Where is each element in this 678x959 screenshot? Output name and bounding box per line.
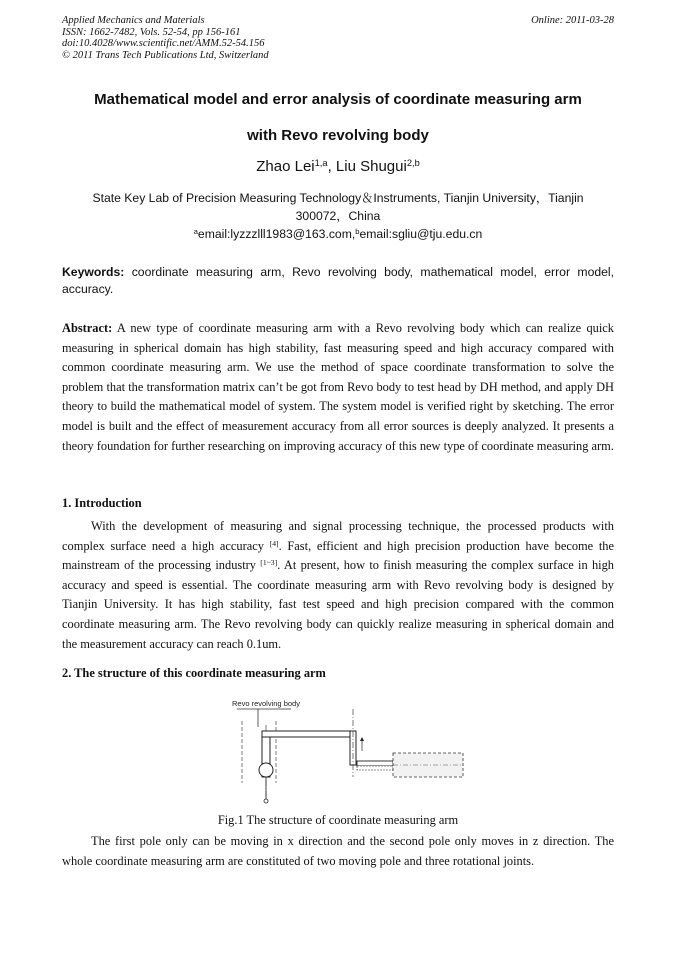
citation-ref-4[interactable]: [4]	[269, 538, 279, 548]
email-a[interactable]: email:lyzzzlll1983@163.com,	[197, 227, 356, 241]
citation-ref-1-3[interactable]: [1~3]	[260, 557, 278, 567]
affiliation-line-1: State Key Lab of Precision Measuring Technology＆Instruments, Tianjin University，Tianjin	[92, 191, 584, 205]
journal-name: Applied Mechanics and Materials	[62, 15, 205, 26]
keywords-block	[62, 264, 614, 298]
intro-text-2: . Fast, efficient and high precision production have become the mainstream of the processing industry	[62, 538, 615, 573]
email-a-superscript: a	[193, 226, 198, 236]
intro-text-1: With the development of measuring and signal processing technique, the processed products with complex surface need a high accuracy	[62, 519, 614, 553]
author-list	[62, 158, 614, 175]
author-1-name: Zhao Lei	[256, 158, 315, 175]
doi-line[interactable]: doi:10.4028/www.scientific.net/AMM.52-54.156	[62, 38, 265, 49]
paper-title-line-1: Mathematical model and error analysis of coordinate measuring arm	[94, 91, 582, 108]
email-b[interactable]: email:sgliu@tju.edu.cn	[359, 227, 483, 241]
section-2-heading: 2. The structure of this coordinate measuring arm	[62, 666, 326, 680]
revo-mount	[357, 761, 393, 766]
abstract-text: A new type of coordinate measuring arm with a Revo revolving body which can realize quick measuring in spherical domain has high stability, fast measuring speed and high accuracy compared with common coordinate measuring arm. We use the method of space coordinate transformation to solve the problem that the transformation matrix can’t be got from Revo body to test head by DH method, and apply DH theory to build the mathematical model of system. The system model is verified right by sketching. The error model is built and the effect of measurement accuracy from all error sources is deeply analyzed. It presents a theory foundation for further researching on improving accuracy of this new type of coordinate measuring arm.	[62, 321, 614, 453]
intro-paragraph	[62, 517, 614, 654]
author-2-name: Liu Shugui	[335, 158, 407, 175]
author-1-superscript: 1,a	[314, 157, 328, 168]
copyright-line: © 2011 Trans Tech Publications Ltd, Switzerland	[62, 49, 269, 61]
base-joint	[259, 763, 273, 777]
email-line	[62, 225, 614, 243]
author-separator: ,	[327, 158, 336, 175]
base-pivot	[264, 799, 268, 803]
probe-stylus	[357, 766, 393, 770]
figure-1-caption: Fig.1 The structure of coordinate measuring arm	[217, 813, 459, 827]
keywords-label: Keywords:	[62, 265, 125, 279]
issn-line: ISSN: 1662-7482, Vols. 52-54, pp 156-161	[62, 26, 241, 38]
arm-structure-diagram	[225, 695, 465, 807]
abstract-block	[62, 319, 614, 456]
affiliation-block	[62, 189, 614, 243]
figure-1	[225, 695, 465, 807]
journal-header	[62, 15, 614, 61]
paper-title-line-2: with Revo revolving body	[247, 127, 429, 144]
affiliation-line-2: 300072，China	[295, 209, 381, 223]
intro-text-3: . At present, how to finish measuring the complex surface in high accuracy and speed is essential. The coordinate measuring arm with Revo revolving body is designed by Tianjin University. It has high stability, fast test speed and high precision compared with the common coordinate measuring arm. The Revo revolving body can quickly realize measuring in spherical domain and the measurement accuracy can reach 0.1um.	[62, 558, 614, 651]
keywords-text: coordinate measuring arm, Revo revolving body, mathematical model, error model, accuracy.	[62, 265, 614, 296]
email-b-superscript: b	[355, 226, 360, 236]
online-date: Online: 2011-03-28	[531, 15, 614, 26]
abstract-label: Abstract:	[62, 321, 113, 335]
author-2-superscript: 2,b	[406, 157, 420, 168]
z-arrow-head	[360, 737, 364, 741]
section-1-heading: 1. Introduction	[62, 496, 142, 510]
horizontal-arm	[262, 731, 350, 737]
section-2-paragraph: The first pole only can be moving in x direction and the second pole only moves in z direction. The whole coordinate measuring arm are constituted of two moving pole and three rotational joints.	[62, 834, 614, 868]
revo-body-label: Revo revolving body	[232, 699, 300, 708]
